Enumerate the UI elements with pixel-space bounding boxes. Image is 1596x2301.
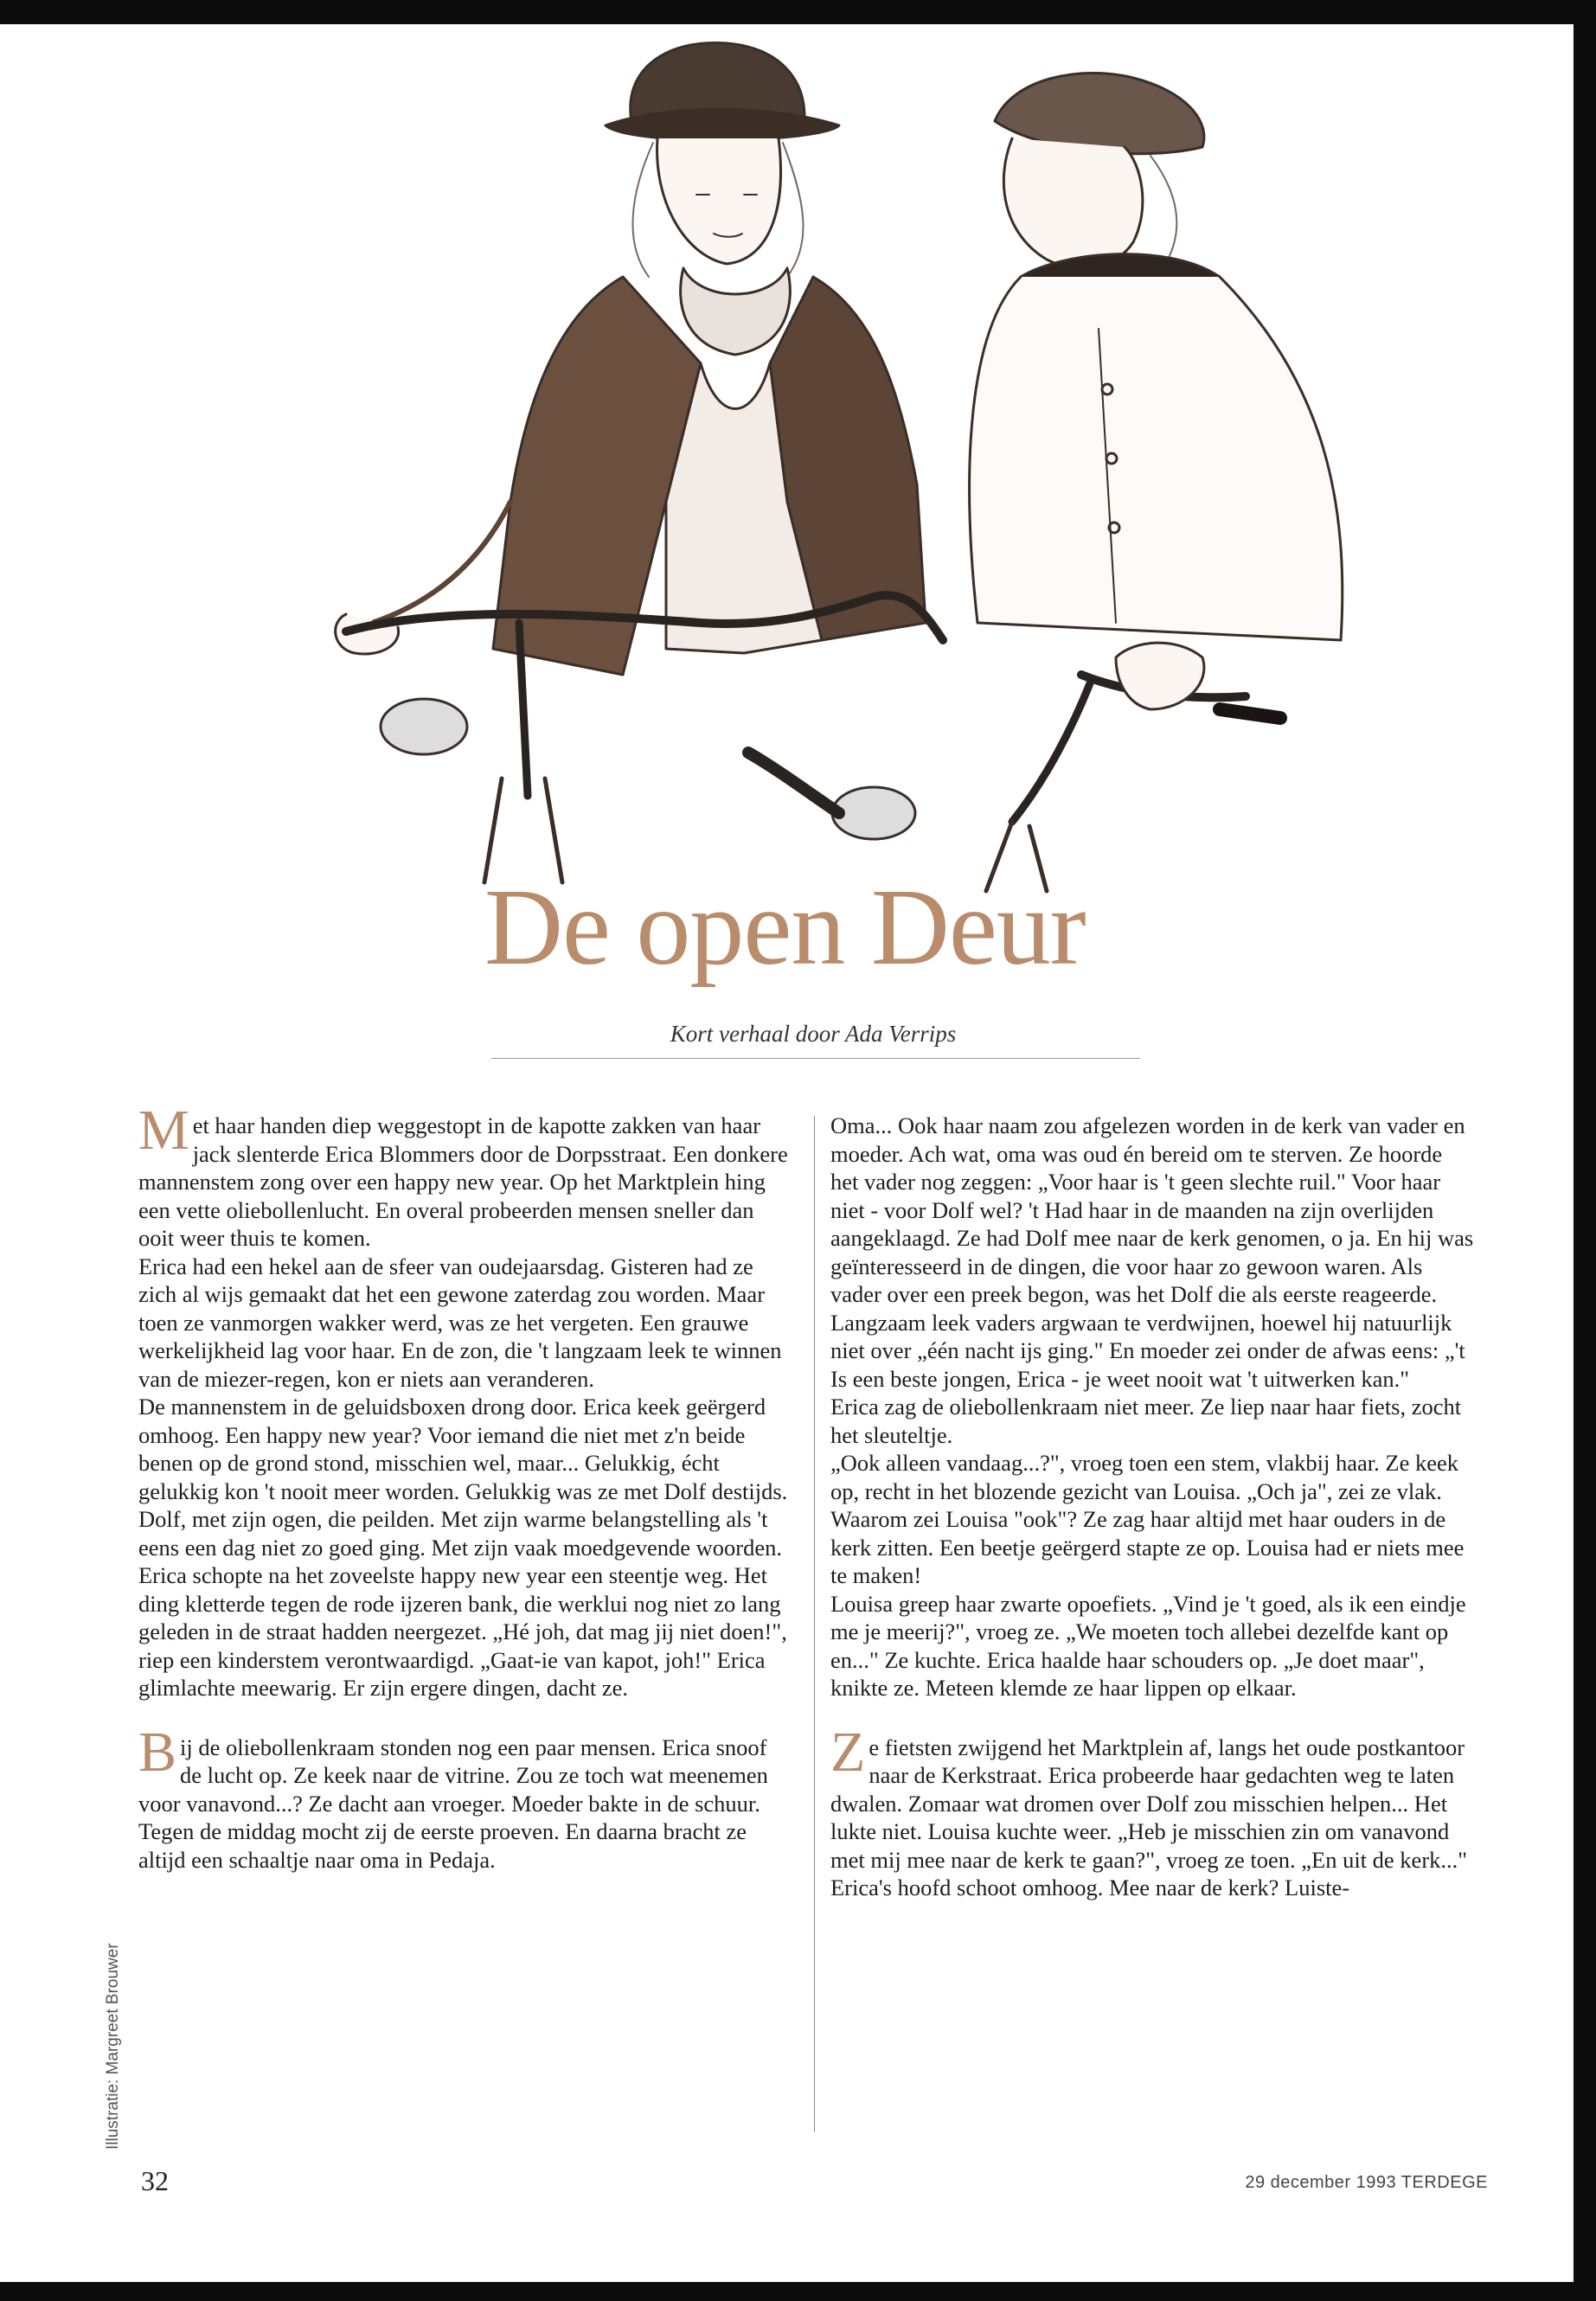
drop-cap: M — [138, 1099, 189, 1162]
paragraph: Louisa greep haar zwarte opoefiets. „Vind je 't goed, als ik een eindje me je meerij?", vroeg ze. „We moeten toch allebei dezelfde kant op en..." Ze kuchte. Erica haalde haar schouders op. „Je doet maar", knikte ze. Meteen klemde ze haar lippen op elkaar. — [830, 1590, 1466, 1701]
illustration-two-women-with-bicycles — [216, 17, 1410, 908]
paragraph — [138, 1099, 792, 1253]
paragraph: Erica zag de oliebollenkraam niet meer. Ze liep naar haar fiets, zocht het sleuteltje. — [830, 1394, 1462, 1448]
drop-cap: B — [138, 1720, 177, 1784]
paragraph: Erica schopte na het zoveelste happy new year een steentje weg. Het ding kletterde tegen de rode ijzeren bank, die werklui nog niet zo lang geleden in de straat hadden neergezet. „Hé joh, dat mag jij niet doen!", riep een kinderstem verontwaardigd. „Gaat-ie van kapot, joh!" Erica glimlachte meewarig. Er zijn ergere dingen, dacht ze. — [138, 1562, 787, 1701]
article-title: De open Deur — [484, 868, 1086, 988]
byline-divider — [491, 1058, 1140, 1059]
paragraph-text: e fietsten zwijgend het Marktplein af, langs het oude postkantoor naar de Kerkstraat. Erica probeerde haar gedachten weg te laten dwalen. Zomaar wat dromen over Dolf zou misschien helpen... Het lukte niet. Louisa kuchte weer. „Heb je misschien zin om vanavond met mij mee naar de kerk te gaan?", vroeg ze toen. „En uit de kerk..." Erica's hoofd schoot omhoog. Mee naar de kerk? Luiste- — [830, 1734, 1468, 1900]
paragraph: Erica had een hekel aan de sfeer van oudejaarsdag. Gisteren had ze zich al wijs gemaakt dat het een gewone zaterdag zou worden. Maar toen ze vanmorgen wakker werd, was ze het vergeten. Een grauwe werkelijkheid lag voor haar. En de zon, die 't langzaam leek te winnen van de miezer-regen, kon er niets aan veranderen. — [138, 1253, 782, 1392]
scan-edge-bottom — [0, 2282, 1596, 2301]
drop-cap: Z — [830, 1720, 866, 1784]
article-byline: Kort verhaal door Ada Verrips — [670, 1021, 957, 1047]
paragraph: Oma... Ook haar naam zou afgelezen worden in de kerk van vader en moeder. Ach wat, oma was oud én bereid om te sterven. Ze hoorde het vader nog zeggen: „Voor haar is 't geen slechte ruil." Voor haar niet - voor Dolf wel? 't Had haar in de maanden na zijn overlijden aangeklaagd. Ze had Dolf mee naar de kerk genomen, o ja. En hij was geïnteresseerd in de dingen, die voor haar zo gewoon waren. Als vader over een preek begon, was het Dolf die als eerste reageerde. — [830, 1112, 1474, 1307]
paragraph: Langzaam leek vaders argwaan te verdwijnen, hoewel hij natuurlijk niet over „één nacht ijs ging." En moeder zei onder de afwas eens: „'t Is een beste jongen, Erica - je weet nooit wat 't uitwerken kan." — [830, 1309, 1465, 1392]
paragraph — [830, 1720, 1475, 1902]
page-number: 32 — [141, 2165, 169, 2196]
paragraph-text: ij de oliebollenkraam stonden nog een paar mensen. Erica snoof de lucht op. Ze keek naar de vitrine. Zou ze toch wat meenemen voor vanavond...? Ze dacht aan vroeger. Moeder bakte in de schuur. Tegen de middag mocht zij de eerste proeven. En daarna bracht ze altijd een schaaltje naar oma in Pedaja. — [138, 1734, 768, 1873]
column-divider — [814, 1116, 815, 2132]
text-column-left — [138, 1099, 792, 1874]
illustration-credit: Illustratie: Margreet Brouwer — [104, 1943, 122, 2150]
paragraph: De mannenstem in de geluidsboxen drong door. Erica keek geërgerd omhoog. Een happy new year? Voor iemand die niet met z'n beide benen op de grond stond, misschien wel, maar... Gelukkig, écht gelukkig kon 't nooit meer worden. Gelukkig was ze met Dolf destijds. Dolf, met zijn ogen, die peilden. Met zijn warme belangstelling als 't eens een dag niet zo goed ging. Met zijn vaak moedgevende woorden. — [138, 1394, 788, 1561]
paragraph: „Ook alleen vandaag...?", vroeg toen een stem, vlakbij haar. Ze keek op, recht in het blozende gezicht van Louisa. „Och ja", zei ze vlak. Waarom zei Louisa "ook"? Ze zag haar altijd met haar ouders in de kerk zitten. Een beetje geërgerd stapte ze op. Louisa had er niets mee te maken! — [830, 1450, 1465, 1588]
paragraph-text: et haar handen diep weggestopt in de kapotte zakken van haar jack slenterde Erica Blommers door de Dorpsstraat. Een donkere mannenstem zong over een happy new year. Op het Marktplein hing een vette oliebollenlucht. En overal probeerden mensen sneller dan ooit weer thuis te komen. — [138, 1112, 788, 1251]
issue-date: 29 december 1993 TERDEGE — [1245, 2173, 1488, 2192]
scan-edge-right — [1574, 0, 1596, 2301]
text-column-right — [830, 1112, 1475, 1902]
paragraph — [138, 1720, 792, 1875]
